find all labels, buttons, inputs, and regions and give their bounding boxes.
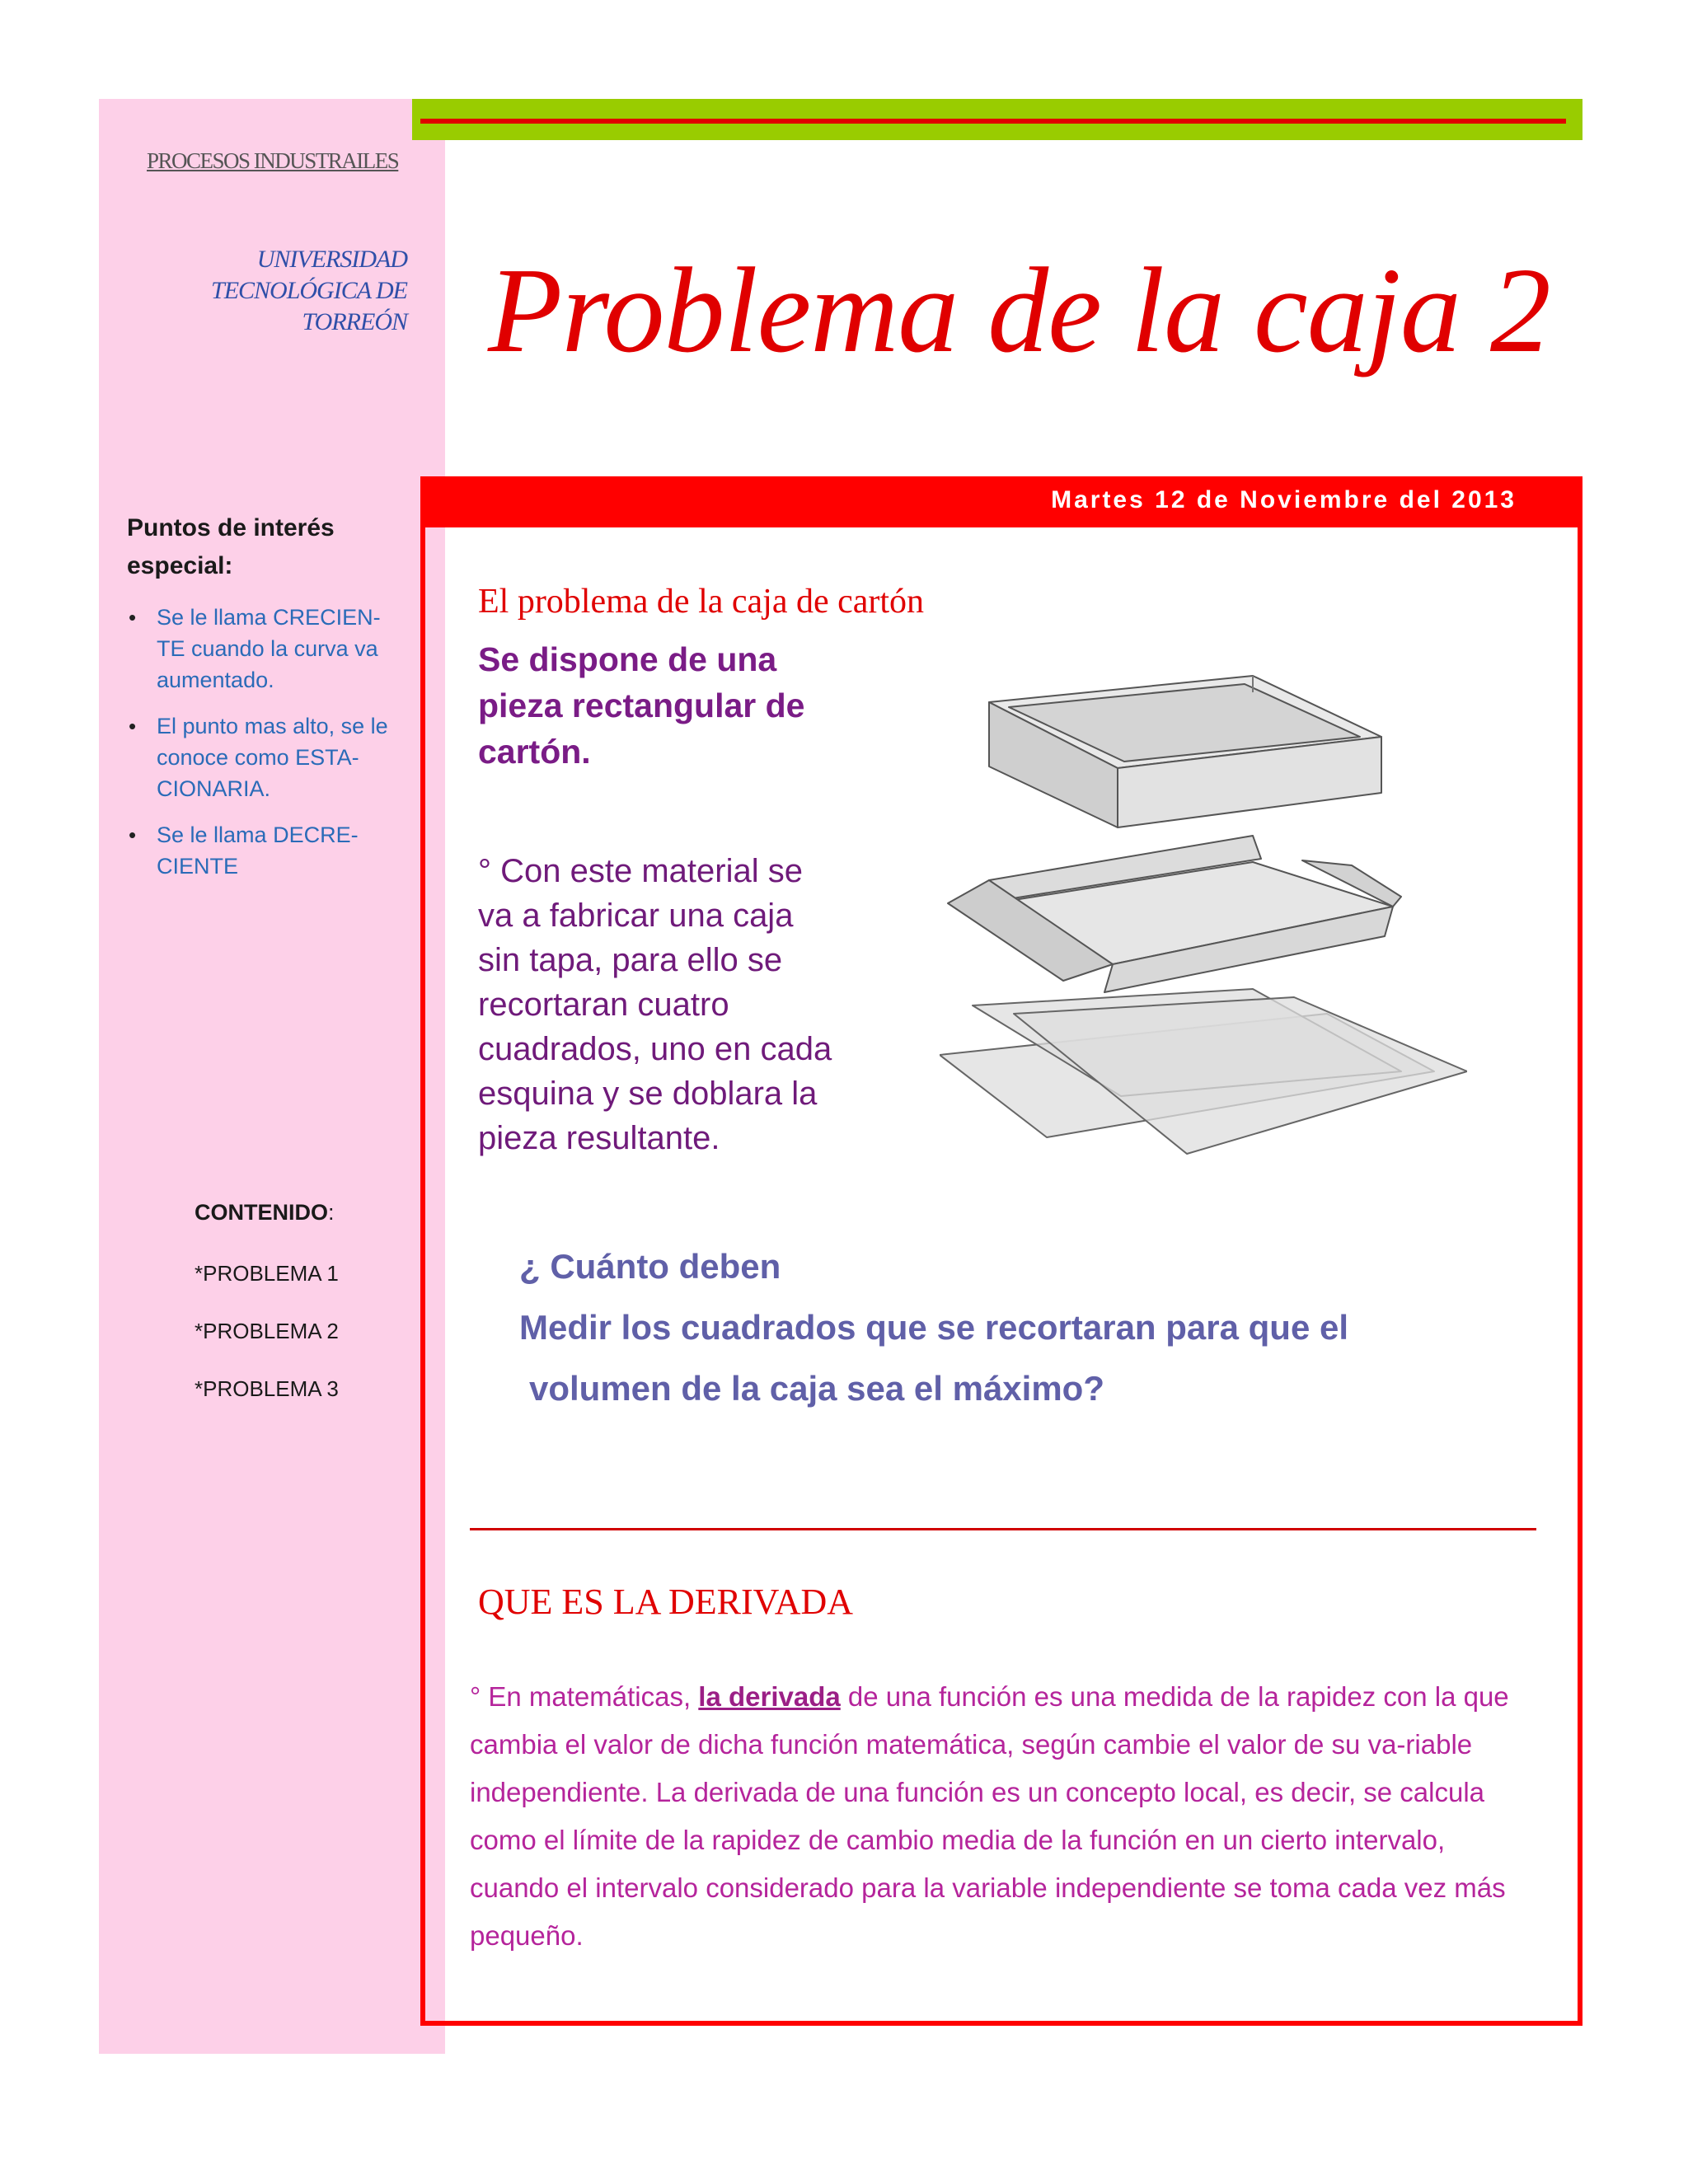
flat-sheet-icon [940, 989, 1467, 1154]
contents-item-problema-1: *PROBLEMA 1 [195, 1261, 339, 1286]
contents-list [195, 1261, 339, 1434]
list-item: • Se le llama DECRE-CIENTE [124, 819, 404, 882]
problem-description: ° Con este material se va a fabricar una caja sin tapa, para ello se recortaran cuatro cuadrados, uno en cada esquina y se doblara la pieza resultante. [478, 853, 832, 1156]
box-illustration [940, 659, 1467, 1187]
contents-item-problema-3: *PROBLEMA 3 [195, 1376, 339, 1401]
department-label: PROCESOS INDUSTRAILES [147, 148, 399, 173]
date-bar [420, 476, 1582, 527]
lead-text: Se dispone de una pieza rectangular de cartón. [478, 640, 805, 771]
university-name: UNIVERSIDAD TECNOLÓGICA DE TORREÓN [211, 246, 407, 335]
section-title-derivative: QUE ES LA DERIVADA [478, 1582, 854, 1622]
page-title: Problema de la caja 2 [488, 243, 1550, 378]
top-accent-line [420, 119, 1566, 124]
interest-heading: Puntos de interés especial: [127, 514, 335, 579]
sidebar [99, 99, 445, 2054]
section-divider [470, 1528, 1536, 1530]
derivative-link[interactable]: la derivada [698, 1681, 841, 1712]
assembled-box-icon [989, 676, 1381, 827]
list-item: • Se le llama CRECIEN-TE cuando la curva va aumentado. [124, 602, 404, 696]
folded-box-icon [948, 836, 1401, 992]
contents-item-problema-2: *PROBLEMA 2 [195, 1319, 339, 1343]
list-item: • El punto mas alto, se le conoce como ESTA-CIONARIA. [124, 710, 404, 804]
interest-list [124, 602, 404, 897]
contents-heading: CONTENIDO: [195, 1200, 335, 1225]
question-text: ¿ Cuánto deben Medir los cuadrados que se recortaran para que el volumen de la caja sea el máximo? [519, 1247, 1349, 1408]
publication-date: Martes 12 de Noviembre del 2013 [1051, 486, 1517, 513]
section-title-box-problem: El problema de la caja de cartón [478, 583, 925, 621]
derivative-paragraph: ° En matemáticas, la derivada de una función es una medida de la rapidez con la que cambia el valor de dicha función matemática, según cambie el valor de su va-riable independiente. La derivada de una función es un concepto local, es decir, se calcula como el límite de la rapidez de cambio media de la función en un cierto intervalo, cuando el intervalo considerado para la variable independiente se toma cada vez más pequeño. [470, 1681, 1509, 1951]
